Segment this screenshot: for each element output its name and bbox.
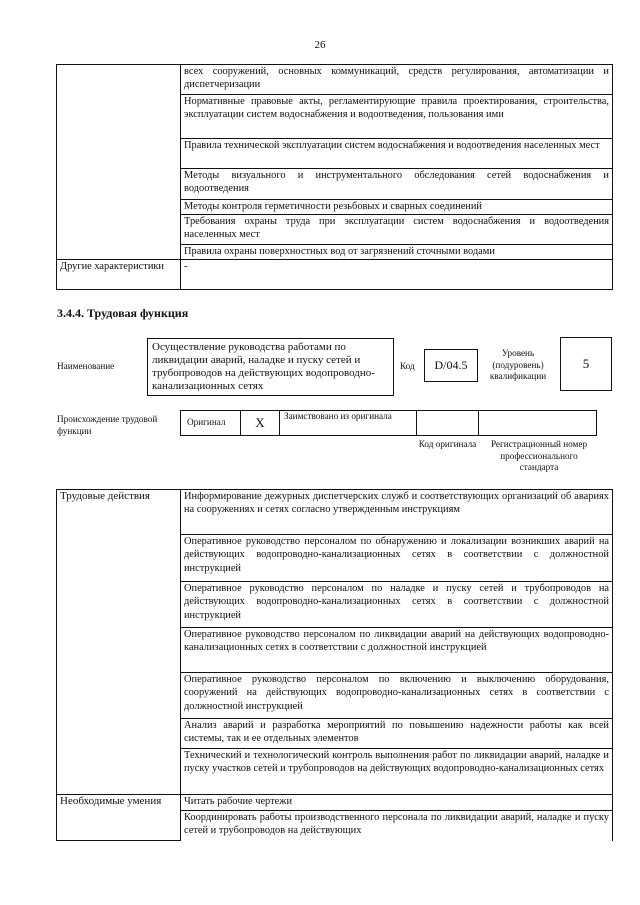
table-row — [57, 795, 613, 811]
labor-actions-label: Трудовые действия — [57, 490, 181, 795]
other-characteristics-value: - — [181, 260, 613, 290]
table-row — [57, 260, 613, 290]
labor-action-item: Оперативное руководство персоналом по обнаружению и локализации возникших аварий на действующих водопроводно-канализационных сетях в соответствии с должностной инструкцией — [181, 535, 613, 582]
origin-label: Происхождение трудовой функции — [57, 414, 158, 436]
function-name-box: Осуществление руководства работами по ликвидации аварий, наладке и пуску сетей и трубопроводов на действующих водопроводно-канализационных сетях — [147, 338, 394, 396]
skills-label: Необходимые умения — [57, 795, 181, 841]
labor-action-item: Оперативное руководство персоналом по наладке и пуску сетей и трубопроводов на действующих водопроводно-канализационных сетях в соответствии с должностной инструкцией — [181, 582, 613, 628]
section-title: 3.4.4. Трудовая функция — [57, 306, 189, 320]
table-cell: Требования охраны труда при эксплуатации систем водоснабжения и водоотведения населенных мест — [181, 215, 613, 245]
code-label: Код — [400, 361, 415, 371]
table-cell: Правила охраны поверхностных вод от загрязнений сточными водами — [181, 245, 613, 260]
registration-number-caption: Регистрационный номер профессионального стандарта — [490, 439, 588, 472]
origin-divider — [478, 410, 479, 436]
original-label: Оригинал — [187, 417, 226, 427]
table-cell: Нормативные правовые акты, регламентирующие правила проектирования, строительства, эксплуатации систем водоснабжения и водоотведения, пользования ими — [181, 95, 613, 139]
original-mark: X — [255, 415, 265, 430]
origin-divider — [416, 410, 417, 436]
qualification-level-box: 5 — [560, 337, 612, 391]
table-cell: Правила технической эксплуатации систем водоснабжения и водоотведения населенных мест — [181, 139, 613, 169]
labor-action-item: Оперативное руководство персоналом по ликвидации аварий на действующих водопроводно-канализационных сетях в соответствии с должностной инструкцией — [181, 628, 613, 673]
table-label-cell — [57, 65, 181, 260]
labor-action-item: Технический и технологический контроль выполнения работ по ликвидации аварий, наладке и пуску участков сетей и трубопроводов на действующих водопроводно-канализационных сетях — [181, 749, 613, 795]
skill-item: Координировать работы производственного персонала по ликвидации аварий, наладке и пуску сетей и трубопроводов на действующих — [181, 811, 613, 841]
code-original-caption: Код оригинала — [418, 439, 477, 449]
knowledge-table — [56, 64, 613, 290]
labor-action-item: Оперативное руководство персоналом по включению и выключению оборудования, сооружений на действующих водопроводно-канализационных сетях в соответствии с должностной инструкцией — [181, 673, 613, 719]
skill-item: Читать рабочие чертежи — [181, 795, 613, 811]
table-row — [57, 490, 613, 535]
table-cell: Методы визуального и инструментального обследования сетей водоснабжения и водоотведения — [181, 169, 613, 200]
labor-action-item: Анализ аварий и разработка мероприятий по повышению надежности работы как всей системы, так и ее отдельных элементов — [181, 719, 613, 749]
table-cell: всех сооружений, основных коммуникаций, средств регулирования, автоматизации и диспетчеризации — [181, 65, 613, 95]
name-label: Наименование — [57, 361, 115, 371]
table-cell: Методы контроля герметичности резьбовых и сварных соединений — [181, 200, 613, 215]
labor-actions-table — [56, 489, 613, 841]
other-characteristics-label: Другие характеристики — [57, 260, 181, 290]
table-row — [57, 65, 613, 95]
borrowed-label: Заимствовано из оригинала — [284, 411, 392, 421]
page-number: 26 — [314, 39, 326, 51]
labor-action-item: Информирование дежурных диспетчерских служб и соответствующих организаций об авариях на сооружениях и сетях согласно утвержденным инструкциям — [181, 490, 613, 535]
function-code-box: D/04.5 — [424, 349, 478, 382]
qualification-level-label: Уровень (подуровень) квалификации — [489, 348, 547, 381]
origin-divider — [279, 410, 280, 436]
